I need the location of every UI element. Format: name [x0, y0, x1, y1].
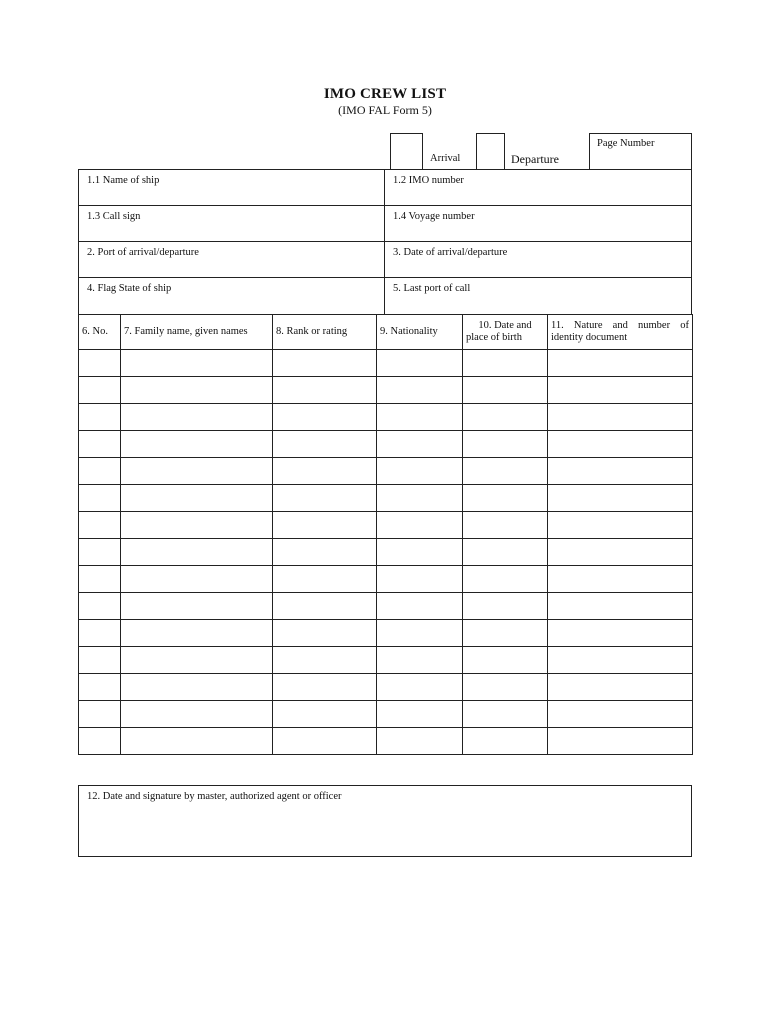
no-cell[interactable]	[79, 350, 121, 377]
family-name-cell[interactable]	[121, 512, 273, 539]
identity-cell[interactable]	[548, 377, 693, 404]
signature-field[interactable]	[78, 785, 692, 857]
no-cell[interactable]	[79, 566, 121, 593]
form-subtitle: (IMO FAL Form 5)	[338, 103, 432, 117]
identity-cell[interactable]	[548, 539, 693, 566]
table-row	[79, 566, 693, 593]
call-sign-field[interactable]	[78, 205, 385, 242]
departure-checkbox[interactable]	[476, 133, 505, 170]
crew-table	[78, 314, 693, 755]
family-name-cell[interactable]	[121, 674, 273, 701]
no-cell[interactable]	[79, 647, 121, 674]
identity-cell[interactable]	[548, 350, 693, 377]
birth-cell[interactable]	[463, 431, 548, 458]
identity-cell[interactable]	[548, 566, 693, 593]
family-name-cell[interactable]	[121, 485, 273, 512]
nationality-cell[interactable]	[377, 404, 463, 431]
no-cell[interactable]	[79, 485, 121, 512]
date-field[interactable]	[384, 241, 692, 278]
table-row	[79, 539, 693, 566]
family-name-cell[interactable]	[121, 701, 273, 728]
no-cell[interactable]	[79, 377, 121, 404]
identity-cell[interactable]	[548, 458, 693, 485]
no-cell[interactable]	[79, 620, 121, 647]
nationality-cell[interactable]	[377, 620, 463, 647]
nationality-cell[interactable]	[377, 674, 463, 701]
last-port-label: 5. Last port of call	[393, 283, 471, 294]
rank-cell[interactable]	[273, 620, 377, 647]
voyage-number-field[interactable]	[384, 205, 692, 242]
table-row	[79, 404, 693, 431]
nationality-cell[interactable]	[377, 350, 463, 377]
arrival-label: Arrival	[430, 153, 461, 164]
rank-cell[interactable]	[273, 566, 377, 593]
nationality-cell[interactable]	[377, 512, 463, 539]
nationality-cell[interactable]	[377, 377, 463, 404]
family-name-cell[interactable]	[121, 431, 273, 458]
no-cell[interactable]	[79, 512, 121, 539]
identity-cell[interactable]	[548, 701, 693, 728]
call-sign-label: 1.3 Call sign	[87, 211, 141, 222]
col-family-name-header: 7. Family name, given names	[121, 315, 273, 350]
rank-cell[interactable]	[273, 593, 377, 620]
birth-cell[interactable]	[463, 539, 548, 566]
col-rank-header: 8. Rank or rating	[273, 315, 377, 350]
signature-label: 12. Date and signature by master, authorized agent or officer	[87, 791, 342, 802]
last-port-field[interactable]	[384, 277, 692, 315]
no-cell[interactable]	[79, 458, 121, 485]
port-label: 2. Port of arrival/departure	[87, 247, 199, 258]
birth-cell[interactable]	[463, 377, 548, 404]
no-cell[interactable]	[79, 728, 121, 755]
identity-cell[interactable]	[548, 485, 693, 512]
table-row	[79, 593, 693, 620]
birth-cell[interactable]	[463, 728, 548, 755]
identity-cell[interactable]	[548, 620, 693, 647]
departure-label: Departure	[511, 152, 559, 166]
rank-cell[interactable]	[273, 377, 377, 404]
birth-cell[interactable]	[463, 458, 548, 485]
flag-state-field[interactable]	[78, 277, 385, 315]
family-name-cell[interactable]	[121, 647, 273, 674]
rank-cell[interactable]	[273, 674, 377, 701]
rank-cell[interactable]	[273, 350, 377, 377]
birth-cell[interactable]	[463, 701, 548, 728]
identity-cell[interactable]	[548, 512, 693, 539]
nationality-cell[interactable]	[377, 728, 463, 755]
rank-cell[interactable]	[273, 404, 377, 431]
rank-cell[interactable]	[273, 647, 377, 674]
nationality-cell[interactable]	[377, 647, 463, 674]
identity-cell[interactable]	[548, 431, 693, 458]
table-row	[79, 620, 693, 647]
nationality-cell[interactable]	[377, 431, 463, 458]
rank-cell[interactable]	[273, 458, 377, 485]
voyage-number-label: 1.4 Voyage number	[393, 211, 475, 222]
no-cell[interactable]	[79, 701, 121, 728]
col-no-header: 6. No.	[79, 315, 121, 350]
birth-cell[interactable]	[463, 647, 548, 674]
family-name-cell[interactable]	[121, 404, 273, 431]
family-name-cell[interactable]	[121, 728, 273, 755]
rank-cell[interactable]	[273, 431, 377, 458]
table-row	[79, 431, 693, 458]
identity-cell[interactable]	[548, 647, 693, 674]
table-row	[79, 512, 693, 539]
no-cell[interactable]	[79, 404, 121, 431]
table-row	[79, 647, 693, 674]
rank-cell[interactable]	[273, 701, 377, 728]
imo-number-field[interactable]	[384, 169, 692, 206]
birth-cell[interactable]	[463, 404, 548, 431]
page-number-field[interactable]	[589, 133, 692, 170]
nationality-cell[interactable]	[377, 539, 463, 566]
identity-cell[interactable]	[548, 404, 693, 431]
name-of-ship-field[interactable]	[78, 169, 385, 206]
table-row	[79, 701, 693, 728]
table-row	[79, 674, 693, 701]
no-cell[interactable]	[79, 674, 121, 701]
rank-cell[interactable]	[273, 728, 377, 755]
family-name-cell[interactable]	[121, 539, 273, 566]
family-name-cell[interactable]	[121, 350, 273, 377]
form-title: IMO CREW LIST	[323, 86, 447, 102]
crew-table-header	[79, 315, 693, 350]
table-row	[79, 458, 693, 485]
birth-cell[interactable]	[463, 674, 548, 701]
name-of-ship-label: 1.1 Name of ship	[87, 175, 160, 186]
col-birth-header-line1: 10. Date and	[478, 320, 532, 331]
page-number-label: Page Number	[597, 138, 655, 149]
port-field[interactable]	[78, 241, 385, 278]
table-row	[79, 377, 693, 404]
table-row	[79, 728, 693, 755]
col-identity-header	[548, 315, 693, 350]
family-name-cell[interactable]	[121, 566, 273, 593]
birth-cell[interactable]	[463, 485, 548, 512]
nationality-cell[interactable]	[377, 593, 463, 620]
birth-cell[interactable]	[463, 512, 548, 539]
col-birth-header	[463, 315, 548, 350]
identity-cell[interactable]	[548, 593, 693, 620]
birth-cell[interactable]	[463, 566, 548, 593]
date-label: 3. Date of arrival/departure	[393, 247, 508, 258]
col-birth-header-line2: place of birth	[466, 332, 522, 343]
family-name-cell[interactable]	[121, 593, 273, 620]
family-name-cell[interactable]	[121, 620, 273, 647]
rank-cell[interactable]	[273, 512, 377, 539]
no-cell[interactable]	[79, 431, 121, 458]
birth-cell[interactable]	[463, 350, 548, 377]
birth-cell[interactable]	[463, 620, 548, 647]
arrival-checkbox[interactable]	[390, 133, 423, 170]
table-row	[79, 485, 693, 512]
nationality-cell[interactable]	[377, 701, 463, 728]
family-name-cell[interactable]	[121, 458, 273, 485]
col-nationality-header: 9. Nationality	[377, 315, 463, 350]
no-cell[interactable]	[79, 539, 121, 566]
imo-number-label: 1.2 IMO number	[393, 175, 464, 186]
nationality-cell[interactable]	[377, 485, 463, 512]
nationality-cell[interactable]	[377, 566, 463, 593]
flag-state-label: 4. Flag State of ship	[87, 283, 172, 294]
nationality-cell[interactable]	[377, 458, 463, 485]
col-identity-header-line1: 11. Nature and number of	[551, 320, 689, 331]
table-row	[79, 350, 693, 377]
family-name-cell[interactable]	[121, 377, 273, 404]
rank-cell[interactable]	[273, 539, 377, 566]
rank-cell[interactable]	[273, 485, 377, 512]
no-cell[interactable]	[79, 593, 121, 620]
identity-cell[interactable]	[548, 728, 693, 755]
identity-cell[interactable]	[548, 674, 693, 701]
col-identity-header-line2: identity document	[551, 332, 628, 343]
birth-cell[interactable]	[463, 593, 548, 620]
